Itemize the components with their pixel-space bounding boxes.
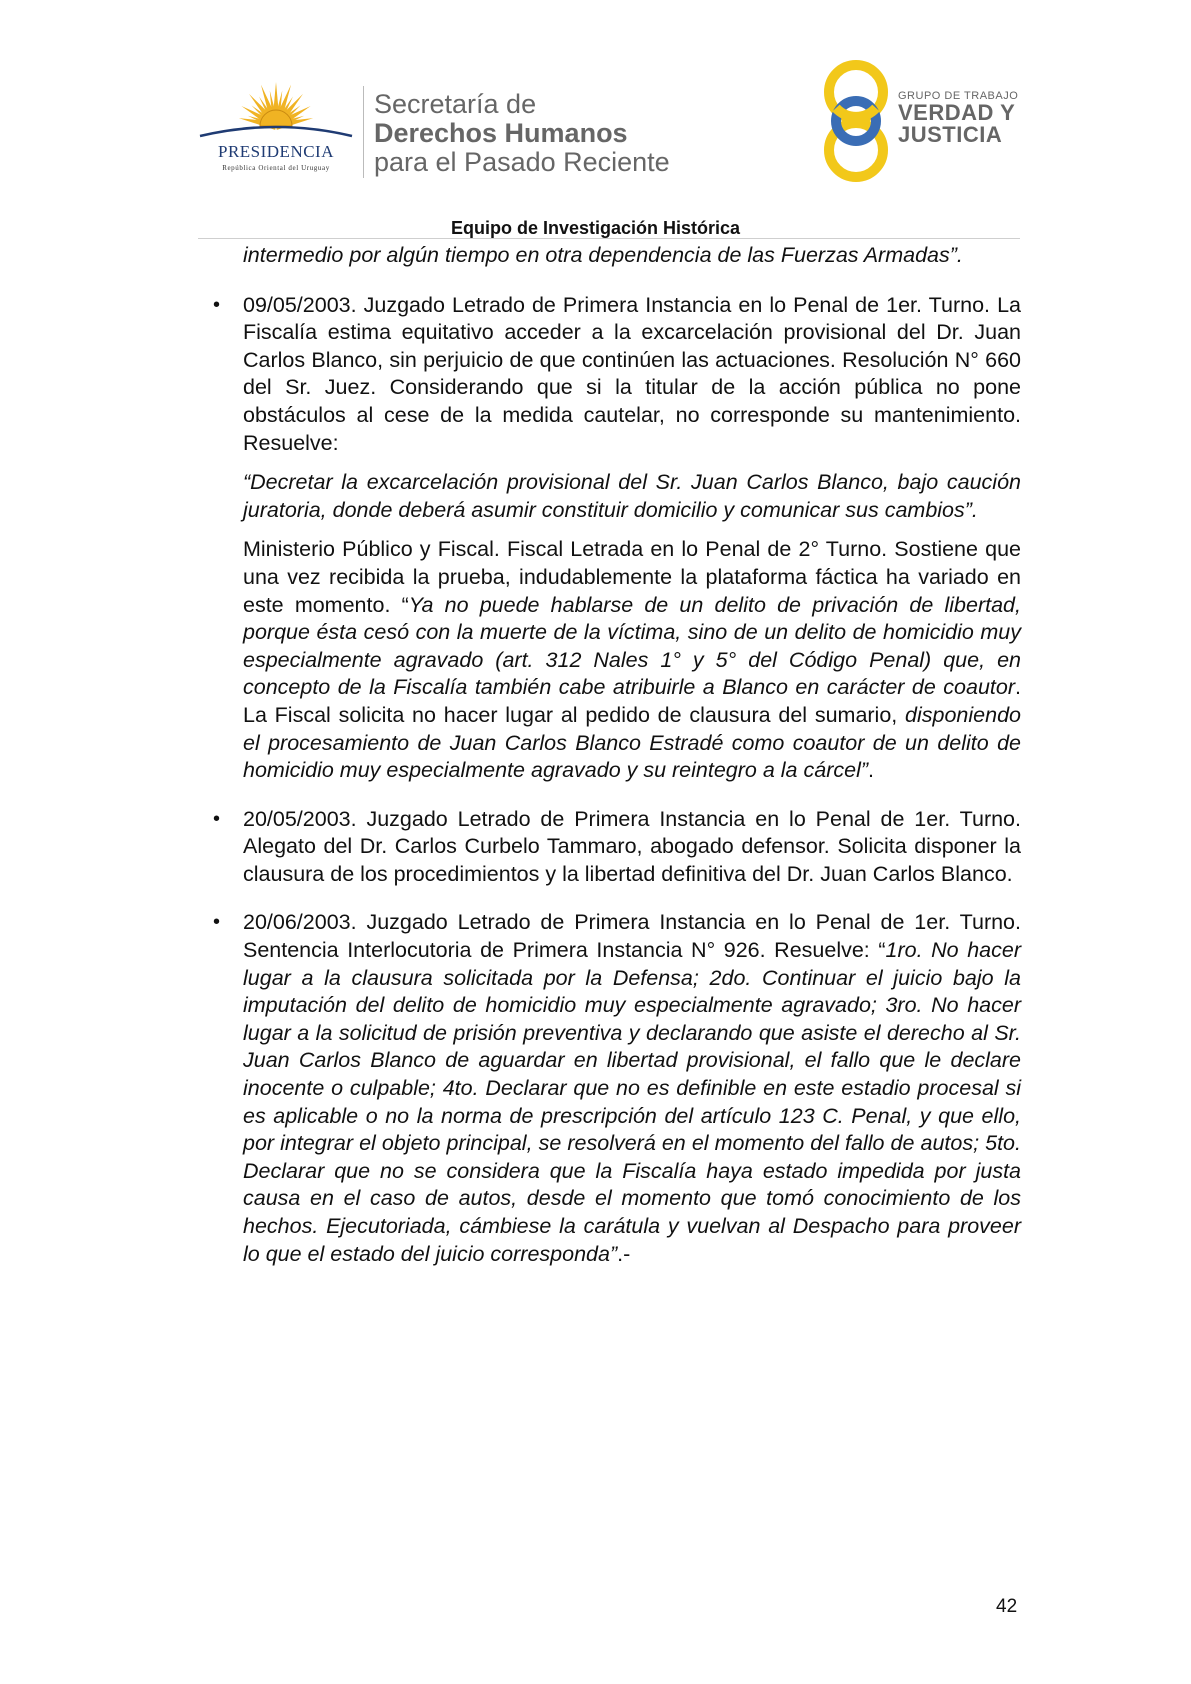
bullet: •: [213, 293, 221, 316]
item1-p2-d: disponiendo el procesamiento de Juan Carlos Blanco Estradé como coautor de un delito de homicidio muy especialmente agravado y su reintegro a la cárcel”: [243, 702, 1021, 783]
item1-paragraph-2: [243, 536, 1021, 784]
list-item: [213, 292, 1021, 785]
item3-b: 1ro. No hacer lugar a la clausura solicitada por la Defensa; 2do. Continuar el juicio bajo la imputación del delito de homicidio muy especialmente agravado; 3ro. No hacer lugar a la solicitud de prisión preventiva y declarando que asiste el derecho al Sr. Juan Carlos Blanco de aguardar en libertad provisional, el fallo que le declare inocente o culpable; 4to. Declarar que no es definible en este estadio procesal si es aplicable o no la norma de prescripción del artículo 123 C. Penal, y que ello, por integrar el objeto principal, se resolverá en el momento del fallo de autos; 5to. Declarar que no se considera que la Fiscalía haya estado impedida por justa causa en el caso de autos, desde el momento que tomó conocimiento de los hechos. Ejecutoriada, cámbiese la carátula y vuelvan al Despacho para proveer lo que el estado del juicio corresponda”: [243, 938, 1021, 1266]
team-label: Equipo de Investigación Histórica: [450, 218, 741, 238]
verdad-justicia-logo: [820, 56, 1050, 186]
grupo-line-3: JUSTICIA: [898, 122, 1003, 147]
item3-a: 20/06/2003. Juzgado Letrado de Primera Instancia en lo Penal de 1er. Turno. Sentencia Interlocutoria de Primera Instancia N° 926. Resuelve: “: [243, 910, 1021, 963]
header-rule: [198, 238, 1020, 239]
item1-text: 09/05/2003. Juzgado Letrado de Primera Instancia en lo Penal de 1er. Turno. La Fiscalía estima equitativo acceder a la excarcelación provisional del Dr. Juan Carlos Blanco, sin perjuicio de que continúen las actuaciones. Resolución N° 660 del Sr. Juez. Considerando que si la titular de la acción pública no pone obstáculos al cese de la medida cautelar, no corresponde su mantenimiento. Resuelve:: [243, 292, 1021, 455]
item1-p2-b: Ya no puede hablarse de un delito de privación de libertad, porque ésta cesó con la muerte de la víctima, sino de un delito de homicidio muy especialmente agravado (art. 312 Nales 1° y 5° del Código Penal) que, en concepto de la Fiscalía también cabe atribuirle a Blanco en carácter de coautor: [243, 592, 1021, 700]
item3-c: .-: [617, 1241, 631, 1266]
secretaria-line-2: Derechos Humanos: [374, 118, 628, 148]
bullet: •: [213, 911, 221, 934]
secretaria-title: [374, 90, 670, 177]
item1-p2-a: Ministerio Público y Fiscal. Fiscal Letrada en lo Penal de 2° Turno. Sostiene que una vez recibida la prueba, indudablemente la plataforma fáctica ha variado en este momento. “: [243, 537, 1021, 617]
grupo-line-2: VERDAD Y: [898, 100, 1016, 125]
grupo-line-1: GRUPO DE TRABAJO: [898, 90, 1019, 102]
item3-text: [243, 909, 1021, 1268]
list-item: [213, 909, 1021, 1268]
page-header: [0, 0, 1191, 240]
bullet: •: [213, 807, 221, 830]
grupo-text: [898, 90, 1018, 146]
list-item: [213, 806, 1021, 889]
document-body: [213, 242, 1021, 1268]
secretaria-line-1: Secretaría de: [374, 89, 537, 119]
presidencia-name: PRESIDENCIA: [217, 142, 334, 161]
header-divider: [363, 86, 364, 178]
rings-emblem-icon: [820, 56, 900, 186]
item1-p2-c: . La Fiscal solicita no hacer lugar al pedido de clausura del sumario,: [243, 675, 1021, 727]
secretaria-line-3: para el Pasado Reciente: [374, 147, 670, 177]
item2-text: 20/05/2003. Juzgado Letrado de Primera Instancia en lo Penal de 1er. Turno. Alegato del Dr. Carlos Curbelo Tammaro, abogado defensor. Solicita disponer la clausura de los procedimientos y la libertad definitiva del Dr. Juan Carlos Blanco.: [243, 806, 1021, 886]
page-number: 42: [996, 1596, 1018, 1617]
item1-quote: “Decretar la excarcelación provisional del Sr. Juan Carlos Blanco, bajo caución juratoria, donde deberá asumir constituir domicilio y comunicar sus cambios”.: [243, 470, 1021, 522]
sun-emblem-icon: [196, 78, 356, 142]
presidencia-subtitle: República Oriental del Uruguay: [222, 164, 330, 172]
presidencia-logo: [196, 78, 356, 178]
intro-continuation: intermedio por algún tiempo en otra dependencia de las Fuerzas Armadas”.: [243, 243, 963, 267]
item1-p2-e: .: [868, 758, 874, 783]
